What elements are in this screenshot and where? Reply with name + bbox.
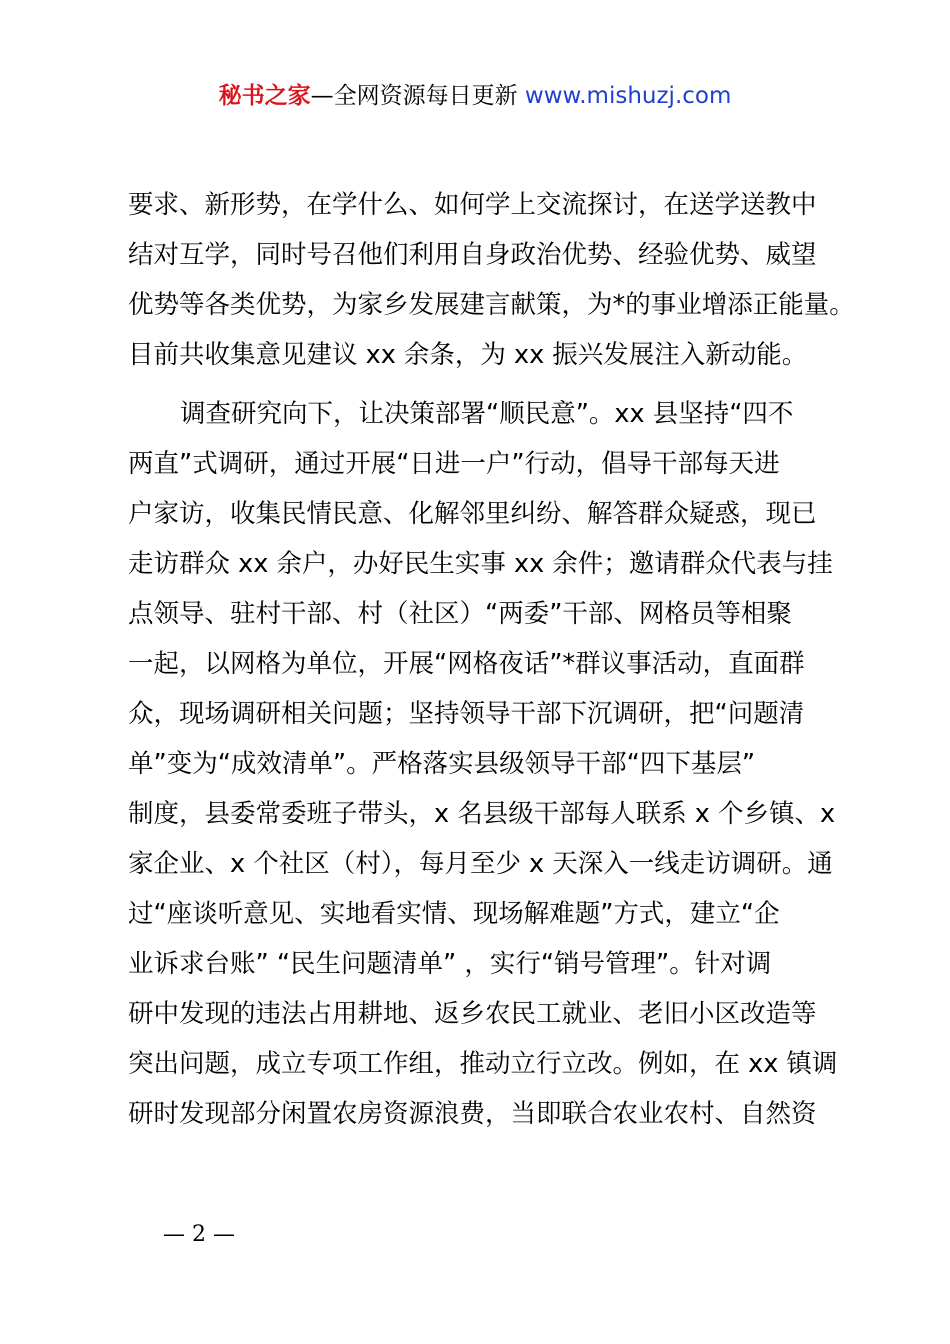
text-line: 目前共收集意见建议 xx 余条，为 xx 振兴发展注入新动能。: [128, 340, 808, 370]
text-line: 结对互学，同时号召他们利用自身政治优势、经验优势、威望: [128, 240, 817, 270]
text-line: 家企业、x 个社区（村），每月至少 x 天深入一线走访调研。通: [128, 849, 833, 879]
paragraph-1: [128, 180, 855, 380]
header-url-link[interactable]: www.mishuzj.com: [524, 83, 732, 109]
text-line: 调查研究向下，让决策部署“顺民意”。xx 县坚持“四不: [180, 399, 794, 429]
text-line: 过“座谈听意见、实地看实情、现场解难题”方式，建立“企: [128, 899, 780, 929]
text-line: 制度，县委常委班子带头，x 名县级干部每人联系 x 个乡镇、x: [128, 799, 836, 829]
page-number: — 2 —: [163, 1222, 235, 1247]
text-line: 一起，以网格为单位，开展“网格夜话”*群议事活动，直面群: [128, 649, 805, 679]
text-line: 突出问题，成立专项工作组，推动立行立改。例如，在 xx 镇调: [128, 1049, 838, 1079]
header-tagline: —全网资源每日更新: [310, 83, 525, 109]
paragraph-gap: [128, 380, 838, 389]
text-line: 单”变为“成效清单”。严格落实县级领导干部“四下基层”: [128, 749, 756, 779]
text-line: 众，现场调研相关问题；坚持领导干部下沉调研，把“问题清: [128, 699, 805, 729]
text-line: 要求、新形势，在学什么、如何学上交流探讨，在送学送教中: [128, 190, 817, 220]
document-body: [128, 180, 855, 1139]
paragraph-2: [128, 389, 838, 1139]
text-line: 点领导、驻村干部、村（社区）“两委”干部、网格员等相聚: [128, 599, 792, 629]
text-line: 研时发现部分闲置农房资源浪费，当即联合农业农村、自然资: [128, 1099, 817, 1129]
brand-name: 秘书之家: [218, 83, 311, 109]
text-line: 业诉求台账” “民生问题清单” ，实行“销号管理”。针对调: [128, 949, 772, 979]
text-line: 走访群众 xx 余户，办好民生实事 xx 余件；邀请群众代表与挂: [128, 549, 833, 579]
text-line: 两直”式调研，通过开展“日进一户”行动，倡导干部每天进: [128, 449, 780, 479]
text-line: 优势等各类优势，为家乡发展建言献策，为*的事业增添正能量。: [128, 290, 855, 320]
site-header: [0, 80, 950, 112]
text-line: 户家访，收集民情民意、化解邻里纠纷、解答群众疑惑，现已: [128, 499, 817, 529]
text-line: 研中发现的违法占用耕地、返乡农民工就业、老旧小区改造等: [128, 999, 817, 1029]
